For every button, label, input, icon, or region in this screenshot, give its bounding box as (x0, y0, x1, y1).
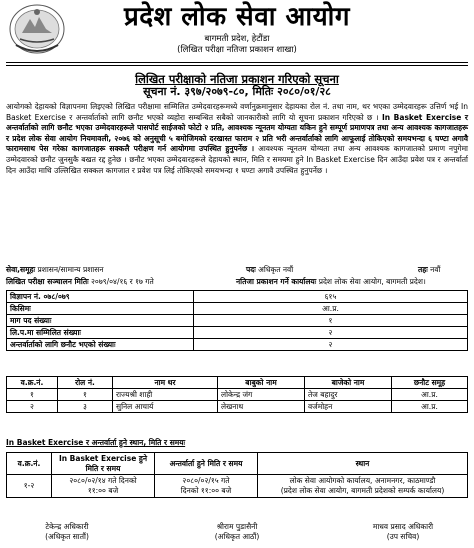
cell-venue (258, 475, 468, 498)
table-row (7, 339, 468, 351)
table-row (7, 291, 468, 303)
signatory-name: टेकेन्द्र अधिकारी (45, 522, 89, 531)
demand-label: माग पद संख्याः (7, 315, 194, 327)
interview-date: २०८०/०२/१५ गते (182, 476, 230, 485)
section-name: (लिखित परीक्षा नतिजा प्रकाशन शाखा) (177, 45, 297, 55)
signatory-title: (उप सचिव) (386, 532, 420, 541)
exam-date-label: लिखित परीक्षा सञ्चालन मितिः (6, 277, 89, 286)
schedule-table (6, 452, 468, 498)
table-row (7, 401, 468, 413)
cell-sn: १-२ (7, 475, 52, 498)
col-name: नाम थर (113, 377, 218, 389)
table-row (7, 303, 468, 315)
organization-location: बागमती प्रदेश, हेटौंडा (204, 34, 270, 44)
notice-title: लिखित परीक्षाको नतिजा प्रकाशन गरिएको सूचना (135, 72, 339, 86)
ad-number-value: ६१५ (194, 291, 468, 303)
participant-value: २ (194, 327, 468, 339)
signatory-title: (अधिकृत सातौं) (45, 532, 89, 541)
exam-date-value: २०७९/०४/१६ र १७ गते (91, 277, 154, 286)
cell-sn: १ (7, 389, 58, 401)
ibe-time: ११:०० बजे (87, 486, 119, 495)
signatory-name: माधव प्रसाद अधिकारी (372, 522, 434, 531)
cell-roll: ३ (58, 401, 113, 413)
col-interview: अन्तर्वार्ता हुने मिति र समय (155, 453, 258, 475)
post-value: अधिकृत नवौं (258, 265, 294, 274)
cell-name: राज्यश्री शाही (113, 389, 218, 401)
demand-value: १ (194, 315, 468, 327)
table-row (7, 327, 468, 339)
table-header-row (7, 377, 468, 389)
cell-father: लेखनाथ (218, 401, 305, 413)
type-value: आ.प्र. (194, 303, 468, 315)
level-value: नवौं (430, 265, 441, 274)
office-label: नतिजा प्रकाशन गर्ने कार्यालयः (236, 277, 317, 286)
cell-grandfather: तेज बहादुर (305, 389, 392, 401)
cell-father: लोकेन्द्र जंग (218, 389, 305, 401)
signature-1 (2, 522, 132, 542)
exam-date (6, 277, 154, 287)
service-label: सेवा,समूहः (6, 265, 36, 274)
selected-label: अन्तर्वार्ताको लागि छनौट भएको संख्याः (7, 339, 194, 351)
signature-3 (338, 522, 468, 542)
post (246, 265, 293, 275)
cell-interview (155, 475, 258, 498)
table-row (7, 389, 468, 401)
col-roll: रोल नं. (58, 377, 113, 389)
table-row (7, 315, 468, 327)
service-value: प्रशासन/सामान्य प्रशासन (37, 265, 104, 274)
participant-label: लि.प.मा सम्मिलित संख्याः (7, 327, 194, 339)
col-ibe: In Basket Exercise हुने मिति र समय (52, 453, 155, 475)
venue-line-1: लोक सेवा आयोगको कार्यालय, अनामनगर, काठमाण्डौ (289, 476, 436, 485)
cell-group: आ.प्र. (392, 389, 468, 401)
header-divider-2 (6, 65, 468, 66)
col-venue: स्थान (258, 453, 468, 475)
cell-group: आ.प्र. (392, 401, 468, 413)
col-father: बाबुको नाम (218, 377, 305, 389)
schedule-heading: In Basket Exercise र अन्तर्वार्ता हुने स्थान, मिति र समयः (6, 438, 186, 447)
instruction-bold-text: In Basket Exercise र अन्तर्वार्ताको लागि छनौट भएका उम्मेदवारहरूले पासपोर्ट साईजको फोटो २ प्रति, आवश्यक न्यूनतम योग्यता यकिन हुने सम्पूर्ण प्रमाणपत्र तथा अन्य आवश्यक कागजातहरू र प्रदेश लोक सेवा आयोग नियमावली, २०७६ को अनुसूची ५ बमोजिमको दरखास्त फाराम २ प्रति भरी अन्तर्वार्ताको लागि आफूलाई तोकिएको समयभन्दा ६ घण्टा अगावै फारामसाथ पेस गरेका कागजातहरू सक्कलै परीक्षण गर्न आयोगमा उपस्थित हुनुपर्नेछ । (6, 112, 469, 154)
level (418, 265, 440, 275)
advertisement-table (6, 290, 468, 351)
intro-paragraph (6, 102, 468, 176)
signatory-name: श्रीराम पुडासैनी (216, 522, 258, 531)
cell-roll: १ (58, 389, 113, 401)
instruction-text: आवश्यक न्यूनतम योग्यता तथा अन्य आवश्यक कागजातको प्रमाण नपुगेमा उम्मेदवारको छनौट जुनसुकै बखत रद्द हुनेछ । छनौट भएका उम्मेदवारहरूले देहायको स्थान, मिति र समयमा हुने In Basket Exercise दिन आउँदा प्रवेश पत्र र अन्तर्वार्ता दिन आउँदा माथि उल्लिखित सक्कल कागजात र प्रवेश पत्र लिई तोकिएको समयभन्दा १ घण्टा अगावै उपस्थित हुनुपर्नेछ । (6, 144, 468, 175)
interview-time: दिनको ११:०० बजे (180, 486, 232, 495)
table-row (7, 475, 468, 498)
notice-number: सूचना नं. ३९७/२०७९-८०, मितिः २०८०/०१/२८ (143, 85, 331, 98)
col-group: छनौट समूह (392, 377, 468, 389)
ad-number-label: विज्ञापन नं. ०७८/०७९ (7, 291, 194, 303)
col-sn: व.क्र.नं. (7, 453, 52, 475)
intro-text: आयोगको देहायको विज्ञापनमा लिइएको लिखित परीक्षामा सम्मिलित उम्मेदवारहरूमध्ये वर्णानुक्रमानुसार देहायका रोल नं. तथा नाम, थर भएका उम्मेदवारहरू उत्तिर्ण भई In Basket Exercise र अन्तर्वार्ताको लागि छनौट भएको व्यहोरा सम्बन्धित सबैको जानकारीको लागि यो सूचना प्रकाशन गरिएको छ । (6, 102, 468, 122)
cell-ibe (52, 475, 155, 498)
table-header-row (7, 453, 468, 475)
col-sn: व.क्र.नं. (7, 377, 58, 389)
header-divider (6, 62, 468, 63)
cell-sn: २ (7, 401, 58, 413)
result-office (236, 277, 426, 287)
cell-name: सुनिल आचार्य (113, 401, 218, 413)
ibe-date: २०८०/०२/१४ गते दिनको (69, 476, 137, 485)
level-label: तहः (418, 265, 428, 274)
signature-2 (172, 522, 302, 542)
col-grandfather: बाजेको नाम (305, 377, 392, 389)
signatory-title: (अधिकृत आठौं) (214, 532, 260, 541)
cell-grandfather: वर्जमोहन (305, 401, 392, 413)
service-group (6, 265, 103, 275)
type-label: किसिमः (7, 303, 194, 315)
venue-line-2: (प्रदेश लोक सेवा आयोग, बागमती प्रदेशको सम्पर्क कार्यालय) (280, 486, 445, 495)
organization-title: प्रदेश लोक सेवा आयोग (123, 2, 351, 32)
candidates-table (6, 376, 468, 413)
office-value: प्रदेश लोक सेवा आयोग, बागमती प्रदेश। (318, 277, 426, 286)
selected-value: २ (194, 339, 468, 351)
post-label: पदः (246, 265, 256, 274)
